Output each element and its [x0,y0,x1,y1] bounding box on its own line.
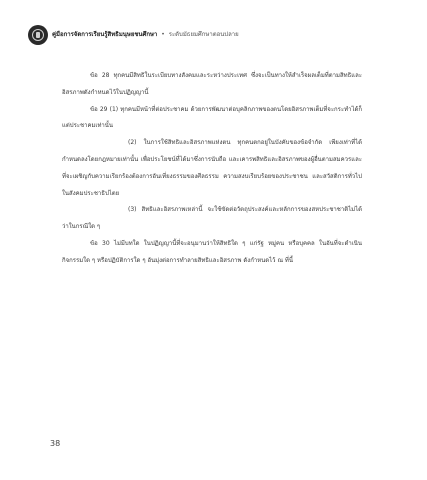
header-text [52,31,239,39]
article-30-paragraph: ข้อ 30 ไม่มีบทใด ในปฏิญญานี้ที่จะอนุมานว่าให้สิทธิใด ๆ แก่รัฐ หมู่คน หรือบุคคล ในอันที่จะดำเนินกิจกรรมใด ๆ หรือปฏิบัติการใด ๆ อันมุ่งต่อการทำลายสิทธิและอิสรภาพ ดังกำหนดไว้ ณ ที่นี้ [62,239,362,264]
header-subtitle: ระดับมัธยมศึกษาตอนปลาย [168,31,239,38]
page-number: 38 [50,439,61,448]
article-29-3-paragraph: (3) สิทธิและอิสรภาพเหล่านี้ จะใช้ขัดต่อวัตถุประสงค์และหลักการของสหประชาชาติไม่ได้ว่าในกรณีใด ๆ [62,206,362,231]
page-header [28,25,239,45]
article-29-2-paragraph: (2) ในการใช้สิทธิและอิสรภาพแห่งตน ทุกคนตกอยู่ในบังคับของข้อจำกัด เพียงเท่าที่ได้กำหนดลงโดยกฎหมายเท่านั้น เพื่อประโยชน์ที่ได้มาซึ่งการนับถือ และเคารพสิทธิและอิสรภาพของผู้อื่นตามสมควรและที่จะเผชิญกับความเรียกร้องต้องการอันเที่ยงธรรมของศีลธรรม ความสงบเรียบร้อยของประชาชน และสวัสดิการทั่วไปในสังคมประชาธิปไตย [62,139,362,197]
article-29-1-paragraph: ข้อ 29 (1) ทุกคนมีหน้าที่ต่อประชาคม ด้วยการพัฒนาต่อบุคลิกภาพของตนโดยอิสรภาพเต็มที่จะกระทำได้ก็แต่ประชาคมเท่านั้น [62,105,362,130]
document-body [62,68,362,270]
header-title: คู่มือการจัดการเรียนรู้สิทธิมนุษยชนศึกษา [52,31,158,38]
header-separator: • [161,31,165,38]
emblem-logo-icon [28,25,48,45]
article-28-paragraph: ข้อ 28 ทุกคนมีสิทธิในระเบียบทางสังคมและระหว่างประเทศ ซึ่งจะเป็นทางให้สำเร็จผลเต็มที่ตามสิทธิและอิสรภาพดังกำหนดไว้ในปฏิญญานี้ [62,72,362,96]
